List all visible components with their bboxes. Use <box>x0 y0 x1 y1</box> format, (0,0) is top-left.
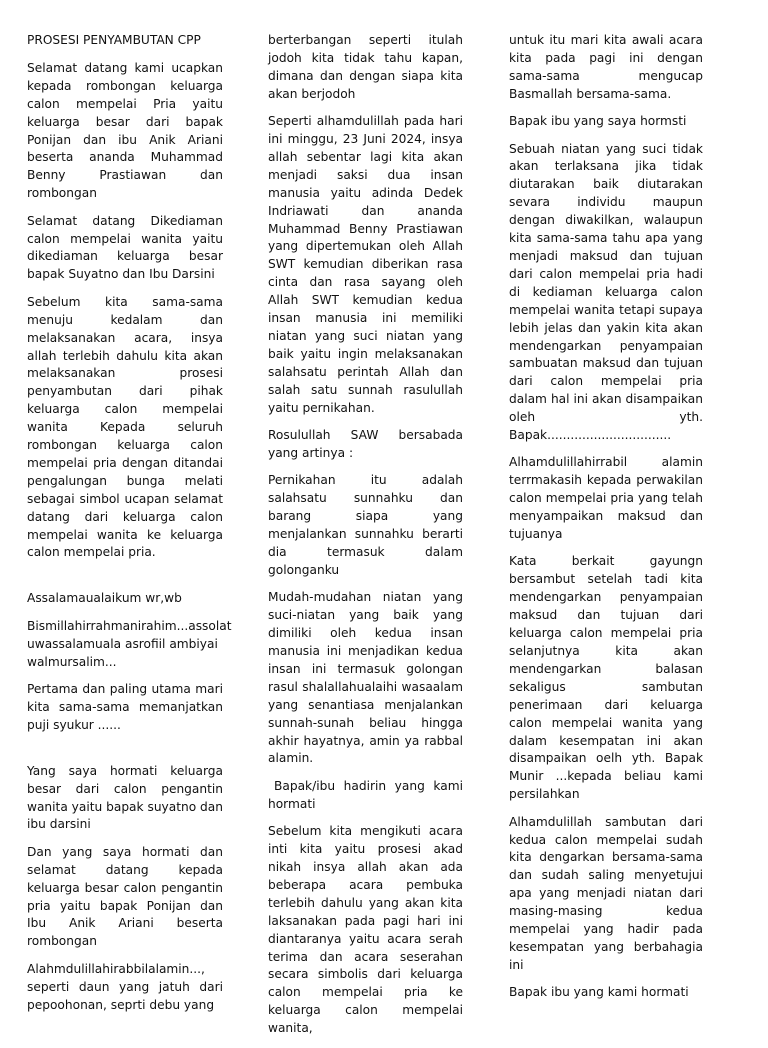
paragraph: untuk itu mari kita awali acara kita pada pagi ini dengan sama-sama mengucap Basmallah bersama-sama. <box>509 33 703 101</box>
paragraph: Bapak/ibu hadirin yang kami hormati <box>268 778 463 811</box>
paragraph: Bapak ibu yang kami hormati <box>509 985 689 1000</box>
paragraph: Bismillahirrahmanirahim...assolat uwassalamuala asrofiil ambiyai walmursalim... <box>27 618 232 669</box>
paragraph: Alhamdulillahirrabil alamin terrmakasih kepada perwakilan calon mempelai pria yang telah menyampaikan maksud dan tujuanya <box>509 455 703 542</box>
text-column-3 <box>509 32 703 1012</box>
paragraph: Selamat datang Dikediaman calon mempelai wanita yaitu dikediaman keluarga besar bapak Suyatno dan Ibu Darsini <box>27 213 223 282</box>
paragraph: Alhamdulillah sambutan dari kedua calon mempelai sudah kita dengarkan bersama-sama dan sudah saling menyetujui apa yang menjadi niatan dari masing-masing kedua mempelai yang hadir pada kesempatan yang berbahagia ini <box>509 814 703 972</box>
paragraph: Dan yang saya hormati dan selamat datang kepada keluarga besar calon pengantin pria yaitu bapak Ponijan dan Ibu Anik Ariani beserta rombongan <box>27 844 223 949</box>
paragraph: Rosulullah SAW bersabada yang artinya : <box>268 428 463 460</box>
paragraph: Mudah-mudahan niatan yang suci-niatan yang baik yang dimiliki oleh kedua insan manusia ini menjadikan kedua insan ini termasuk golongan rasul shalallahualaihi wasaalam yang senantiasa menjalankan sunnah-sunah beliau hingga akhir hayatnya, amin ya rabbal alamin. <box>268 590 463 766</box>
paragraph: Kata berkait gayungn bersambut setelah tadi kita mendengarkan penyampaian maksud dan tujuan dari keluarga calon mempelai pria selanjutnya kita akan mendengarkan balasan sekaligus sambutan penerimaan dari keluarga calon mempelai wanita yang dalam kesempatan ini akan disampaikan oelh yth. Bapak Munir ...kepada beliau kami persilahkan <box>509 554 703 802</box>
paragraph: Sebelum kita mengikuti acara inti kita yaitu prosesi akad nikah insya allah akan ada beberapa acara pembuka terlebih dahulu yang akan kita laksanakan pada pagi hari ini diantaranya yaitu acara serah terima dan acara seserahan secara simbolis dari keluarga calon mempelai pria ke keluarga calon mempelai wanita, <box>268 824 463 1036</box>
document-title: PROSESI PENYAMBUTAN CPP <box>27 33 201 47</box>
greeting-paragraph: Assalamaualaikum wr,wb <box>27 591 182 606</box>
paragraph: Pernikahan itu adalah salahsatu sunnahku dan barang siapa yang menjalankan sunnahku berarti dia termasuk dalam golonganku <box>268 473 463 577</box>
paragraph: Yang saya hormati keluarga besar dari calon pengantin wanita yaitu bapak suyatno dan ibu darsini <box>27 763 223 832</box>
paragraph: Alahmdulillahirabbilalamin..., seperti daun yang jatuh dari pepoohonan, seprti debu yang <box>27 961 223 1012</box>
paragraph: Selamat datang kami ucapkan kepada rombongan keluarga calon mempelai Pria yaitu keluarga besar dari bapak Ponijan dan ibu Anik Ariani beserta ananda Muhammad Benny Prastiawan dan rombongan <box>27 60 223 201</box>
paragraph: Sebelum kita sama-sama menuju kedalam dan melaksanakan acara, insya allah terlebih dahulu kita akan melaksanakan prosesi penyambutan dari pihak keluarga calon mempelai wanita Kepada seluruh rombongan keluarga calon mempelai pria dengan ditandai pengalungan bunga melati sebagai simbol ucapan selamat datang dari keluarga calon mempelai wanita ke keluarga calon mempelai pria. <box>27 294 223 560</box>
paragraph: Sebuah niatan yang suci tidak akan terlaksana jika tidak diutarakan baik diutarakan sevara individu maupun dengan diwakilkan, walaupun kita sama-sama tahu apa yang menjadi maksud dan tujuan dari calon mempelai pria hadi di kediaman keluarga calon mempelai wanita tetapi supaya lebih jelas dan yakin kita akan mendengarkan penyampaian sambuatan maksud dan tujuan dari calon mempelai pria dalam hal ini akan disampaikan oleh yth. Bapak................................ <box>509 141 703 443</box>
paragraph: berterbangan seperti itulah jodoh kita tidak tahu kapan, dimana dan dengan siapa kita akan berjodoh <box>268 33 463 101</box>
paragraph: Bapak ibu yang saya hormsti <box>509 114 687 129</box>
paragraph: Seperti alhamdulillah pada hari ini minggu, 23 Juni 2024, insya allah sebentar lagi kita akan menjadi saksi dua insan manusia yaitu adinda Dedek Indriawati dan ananda Muhammad Benny Prastiawan yang dipertemukan oleh Allah SWT kemudian diberikan rasa cinta dan rasa sayang oleh Allah SWT kemudian kedua insan manusia ini memiliki niatan yang suci niatan yang baik yaitu ingin melaksanakan salahsatu perintah Allah dan salah satu sunnah rasulullah yaitu pernikahan. <box>268 114 463 415</box>
text-column-1 <box>27 32 232 1024</box>
text-column-2 <box>268 32 463 1048</box>
paragraph: Pertama dan paling utama mari kita sama-sama memanjatkan puji syukur ...... <box>27 682 223 732</box>
